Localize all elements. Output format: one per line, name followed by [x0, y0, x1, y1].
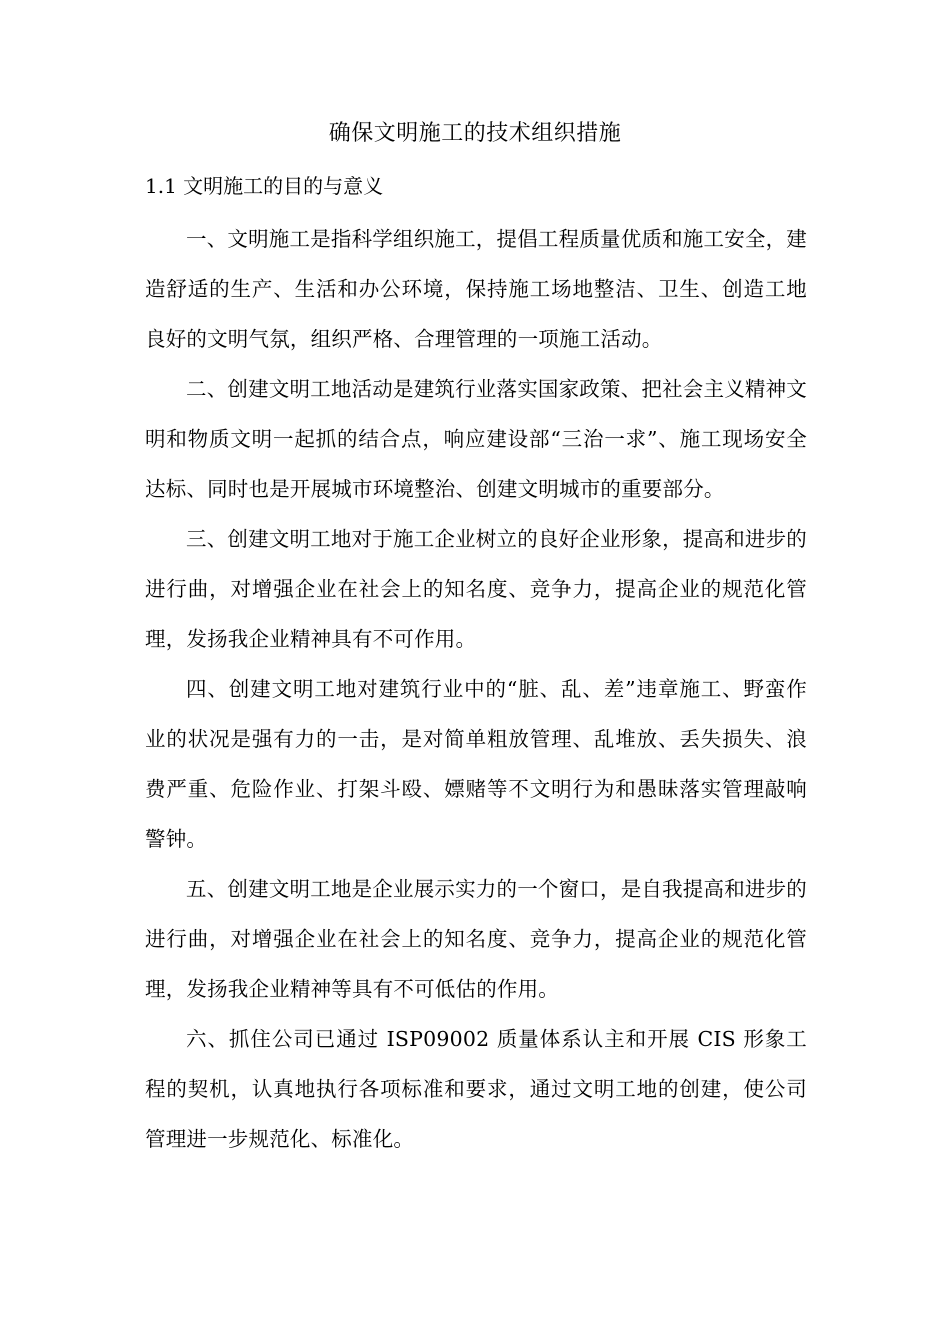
paragraph-1: 一、文明施工是指科学组织施工，提倡工程质量优质和施工安全，建造舒适的生产、生活和办公环境，保持施工场地整洁、卫生、创造工地良好的文明气氛，组织严格、合理管理的一项施工活动。	[145, 227, 807, 351]
section-heading: 1.1 文明施工的目的与意义	[145, 174, 384, 198]
document-body	[145, 214, 807, 1164]
paragraph-6: 六、抓住公司已通过 ISP09002 质量体系认主和开展 CIS 形象工程的契机，认真地执行各项标准和要求，通过文明工地的创建，使公司管理进一步规范化、标准化。	[145, 1027, 807, 1151]
paragraph-2: 二、创建文明工地活动是建筑行业落实国家政策、把社会主义精神文明和物质文明一起抓的结合点，响应建设部“三治一求”、施工现场安全达标、同时也是开展城市环境整治、创建文明城市的重要部分。	[145, 377, 807, 501]
paragraph-5: 五、创建文明工地是企业展示实力的一个窗口，是自我提高和进步的进行曲，对增强企业在社会上的知名度、竞争力，提高企业的规范化管理，发扬我企业精神等具有不可低估的作用。	[145, 877, 807, 1001]
paragraph-4: 四、创建文明工地对建筑行业中的“脏、乱、差”违章施工、野蛮作业的状况是强有力的一击，是对简单粗放管理、乱堆放、丢失损失、浪费严重、危险作业、打架斗殴、嫖赌等不文明行为和愚昧落实管理敲响警钟。	[145, 677, 807, 851]
document-title: 确保文明施工的技术组织措施	[328, 121, 622, 146]
paragraph-3: 三、创建文明工地对于施工企业树立的良好企业形象，提高和进步的进行曲，对增强企业在社会上的知名度、竞争力，提高企业的规范化管理，发扬我企业精神具有不可作用。	[145, 527, 807, 651]
